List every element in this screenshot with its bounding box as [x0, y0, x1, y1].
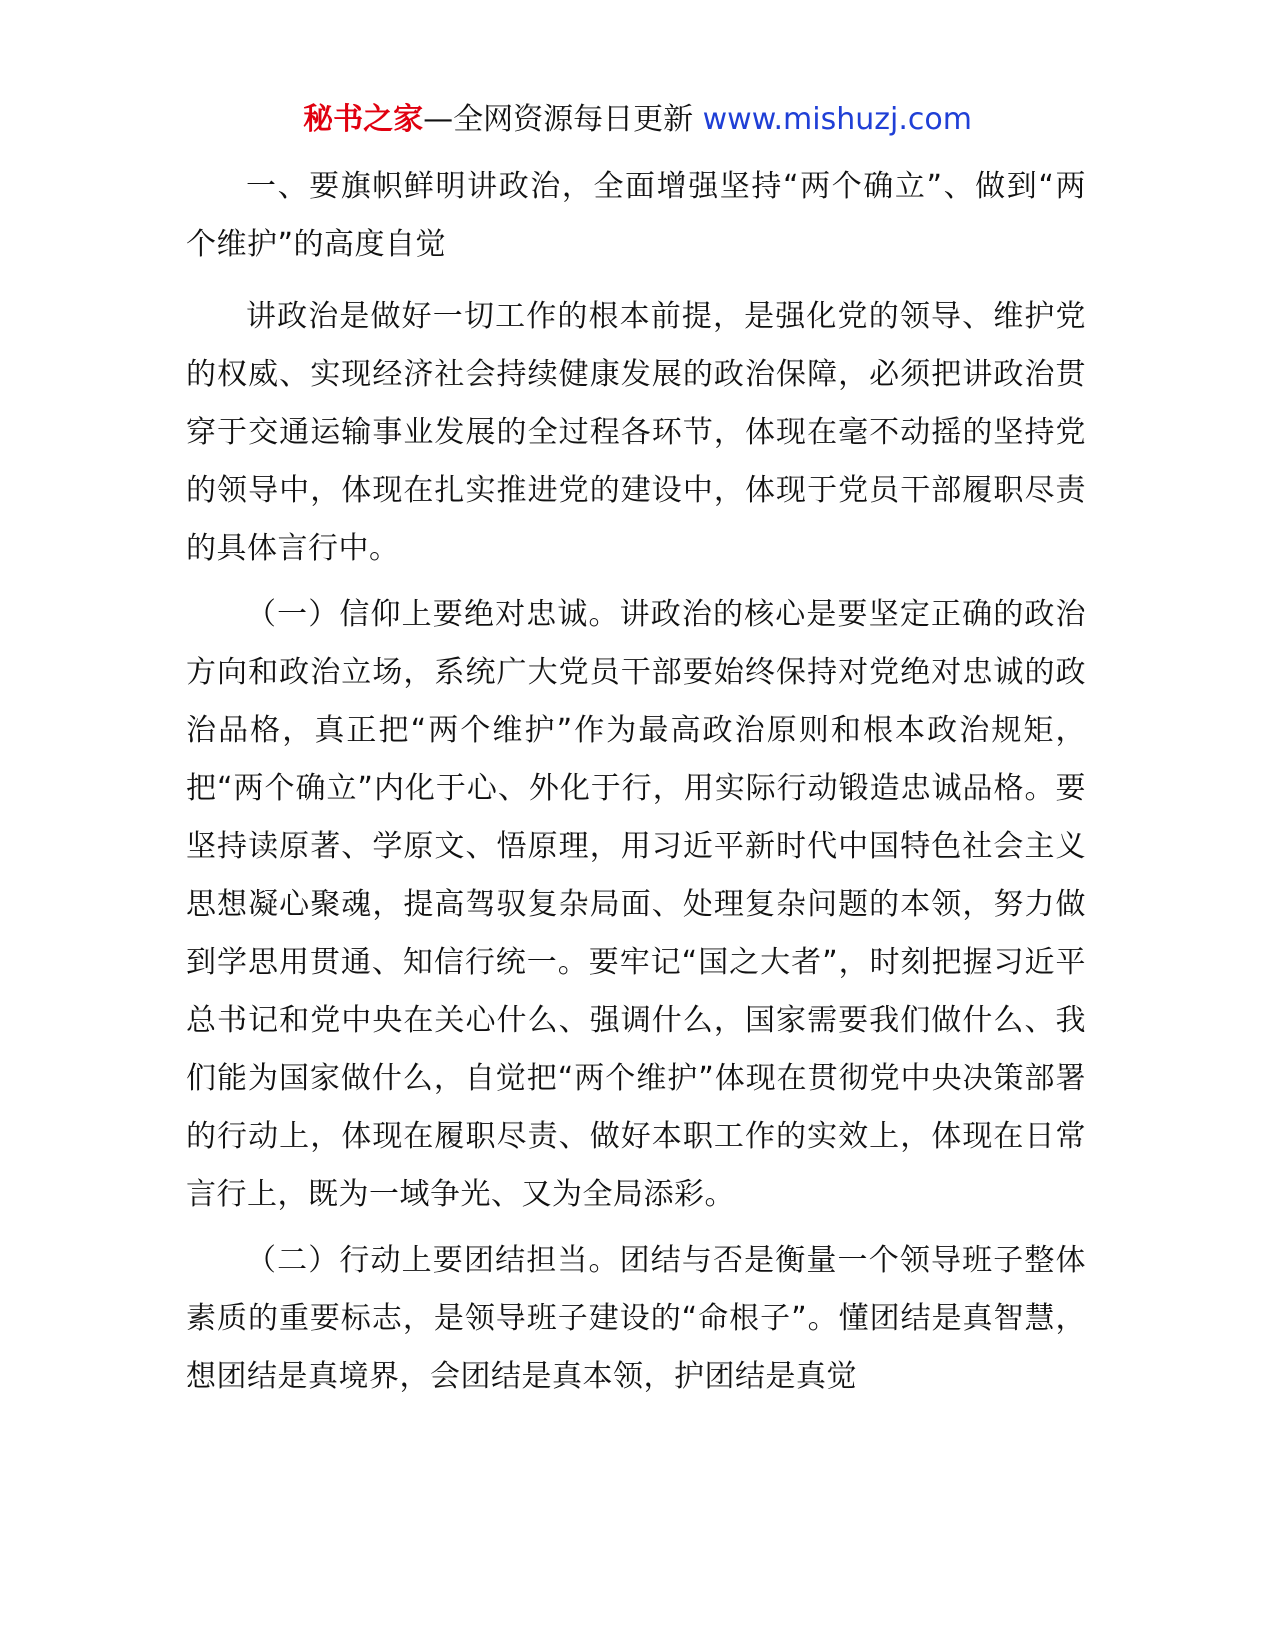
paragraph-loyalty: （一）信仰上要绝对忠诚。讲政治的核心是要坚定正确的政治方向和政治立场，系统广大党员干部要始终保持对党绝对忠诚的政治品格，真正把“两个维护”作为最高政治原则和根本政治规矩，把“两个确立”内化于心、外化于行，用实际行动锻造忠诚品格。要坚持读原著、学原文、悟原理，用习近平新时代中国特色社会主义思想凝心聚魂，提高驾驭复杂局面、处理复杂问题的本领，努力做到学思用贯通、知信行统一。要牢记“国之大者”，时刻把握习近平总书记和党中央在关心什么、强调什么，国家需要我们做什么、我们能为国家做什么，自觉把“两个维护”体现在贯彻党中央决策部署的行动上，体现在履职尽责、做好本职工作的实效上，体现在日常言行上，既为一域争光、又为全局添彩。: [186, 597, 1086, 1212]
brand-name: 秘书之家: [303, 102, 424, 137]
page-header: [0, 100, 1275, 140]
paragraph-intro: 讲政治是做好一切工作的根本前提，是强化党的领导、维护党的权威、实现经济社会持续健康发展的政治保障，必须把讲政治贯穿于交通运输事业发展的全过程各环节，体现在毫不动摇的坚持党的领导中，体现在扎实推进党的建设中，体现于党员干部履职尽责的具体言行中。: [186, 299, 1086, 566]
website-link[interactable]: www.mishuzj.com: [702, 102, 972, 137]
paragraph-unity: （二）行动上要团结担当。团结与否是衡量一个领导班子整体素质的重要标志，是领导班子建设的“命根子”。懂团结是真智慧，想团结是真境界，会团结是真本领，护团结是真觉: [186, 1243, 1086, 1394]
section-heading: 一、要旗帜鲜明讲政治，全面增强坚持“两个确立”、做到“两个维护”的高度自觉: [186, 169, 1086, 262]
document-body: [186, 158, 1086, 1414]
header-tagline: —全网资源每日更新: [423, 102, 703, 137]
